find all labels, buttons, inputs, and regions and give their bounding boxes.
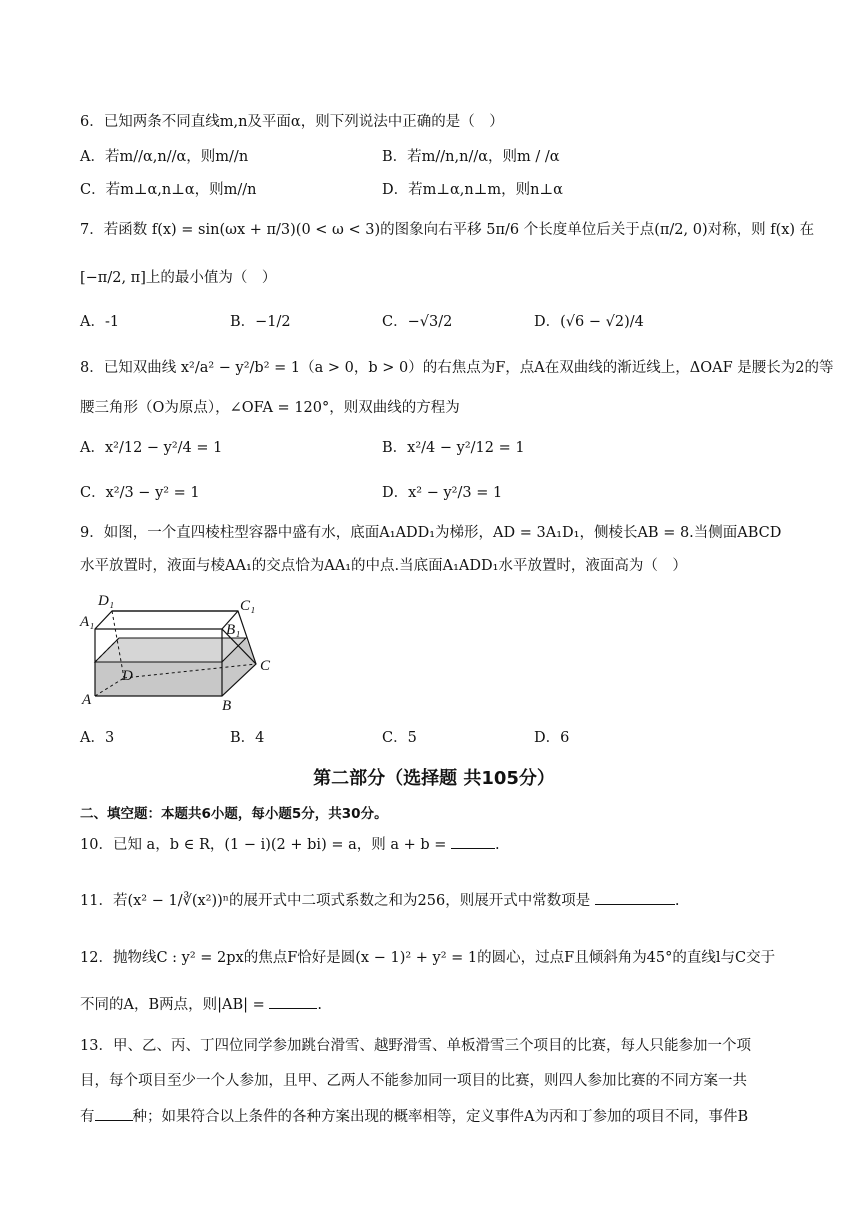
q13-line-2: 目，每个项目至少一个人参加，且甲、乙两人不能参加同一项目的比赛，则四人参加比赛的不同方案一共 xyxy=(80,1073,747,1089)
q9-option-a: A．3 xyxy=(80,730,115,746)
q6-option-d: D．若m⊥α,n⊥m，则n⊥α xyxy=(382,182,563,198)
part2-title: 第二部分（选择题 共105分） xyxy=(313,768,555,789)
q7-line-1: 7．若函数 f(x) = sin(ωx + π/3)(0 < ω < 3)的图象向右平移 5π/6 个长度单位后关于点(π/2, 0)对称，则 f(x) 在 xyxy=(80,222,815,238)
q9-line-2: 水平放置时，液面与棱AA₁的交点恰为AA₁的中点.当底面A₁ADD₁水平放置时，液面高为（ ） xyxy=(80,558,687,574)
q6-option-c: C．若m⊥α,n⊥α，则m//n xyxy=(80,182,257,198)
q12-text: 不同的A，B两点，则|AB| = xyxy=(80,997,265,1013)
q8-option-d: D．x² − y²/3 = 1 xyxy=(382,485,503,501)
q9-option-d: D．6 xyxy=(534,730,570,746)
label-c: C xyxy=(260,658,271,674)
q6-option-b: B．若m//n,n//α，则m / /α xyxy=(382,149,560,165)
label-d: D xyxy=(122,668,133,684)
q7-option-d: D．(√6 − √2)/4 xyxy=(534,314,644,330)
q12-answer-blank[interactable] xyxy=(269,994,317,1009)
label-a: A xyxy=(82,692,92,708)
label-b: B xyxy=(222,698,232,714)
q12-end: . xyxy=(317,997,323,1013)
q8-option-b: B．x²/4 − y²/12 = 1 xyxy=(382,440,525,456)
q6-option-a: A．若m//α,n//α，则m//n xyxy=(80,149,249,165)
q11-line xyxy=(80,890,679,911)
fill-in-heading: 二、填空题：本题共6小题，每小题5分，共30分。 xyxy=(80,806,388,822)
q10-text: 10．已知 a，b ∈ R，(1 − i)(2 + bi) = a，则 a + b = xyxy=(80,837,447,853)
q13-text-end: 种；如果符合以上条件的各种方案出现的概率相等，定义事件A为丙和丁参加的项目不同，事件B xyxy=(132,1109,749,1125)
q13-line-1: 13．甲、乙、丙、丁四位同学参加跳台滑雪、越野滑雪、单板滑雪三个项目的比赛，每人只能参加一个项 xyxy=(80,1038,751,1054)
label-c1: C₁ xyxy=(240,598,256,614)
q8-option-c: C．x²/3 − y² = 1 xyxy=(80,485,200,501)
q13-line-3 xyxy=(80,1106,748,1127)
q12-line-2 xyxy=(80,994,322,1015)
q12-line-1: 12．抛物线C : y² = 2px的焦点F恰好是圆(x − 1)² + y² = 1的圆心，过点F且倾斜角为45°的直线l与C交于 xyxy=(80,950,776,966)
label-a1: A₁ xyxy=(80,614,95,630)
q10-line xyxy=(80,834,500,855)
q11-end: . xyxy=(674,893,680,909)
q13-text-start: 有 xyxy=(80,1109,95,1125)
water-front-face xyxy=(95,662,222,696)
q7-option-c: C．−√3/2 xyxy=(382,314,453,330)
q13-answer-blank[interactable] xyxy=(95,1106,133,1121)
q8-line-2: 腰三角形（O为原点），∠OFA = 120°，则双曲线的方程为 xyxy=(80,400,460,416)
q8-line-1: 8．已知双曲线 x²/a² − y²/b² = 1（a > 0，b > 0）的右焦点为F，点A在双曲线的渐近线上，ΔOAF 是腰长为2的等 xyxy=(80,360,834,376)
label-d1: D₁ xyxy=(98,593,115,609)
q11-text: 11．若(x² − 1/∛(x²))ⁿ的展开式中二项式系数之和为256，则展开式中常数项是 xyxy=(80,893,591,909)
q7-option-b: B．−1/2 xyxy=(230,314,291,330)
q7-option-a: A．-1 xyxy=(80,314,120,330)
q11-answer-blank[interactable] xyxy=(595,890,675,905)
q10-answer-blank[interactable] xyxy=(451,834,495,849)
q9-option-c: C．5 xyxy=(382,730,417,746)
q10-end: . xyxy=(495,837,500,853)
q7-line-2: [−π/2, π]上的最小值为（ ） xyxy=(80,270,277,286)
q9-option-b: B．4 xyxy=(230,730,265,746)
q8-option-a: A．x²/12 − y²/4 = 1 xyxy=(80,440,223,456)
q6-stem: 6．已知两条不同直线m,n及平面α，则下列说法中正确的是（ ） xyxy=(80,114,504,130)
q9-line-1: 9．如图，一个直四棱柱型容器中盛有水，底面A₁ADD₁为梯形，AD = 3A₁D₁，侧棱长AB = 8.当侧面ABCD xyxy=(80,525,782,541)
q9-prism-figure xyxy=(76,586,276,714)
label-b1: B₁ xyxy=(226,622,241,638)
